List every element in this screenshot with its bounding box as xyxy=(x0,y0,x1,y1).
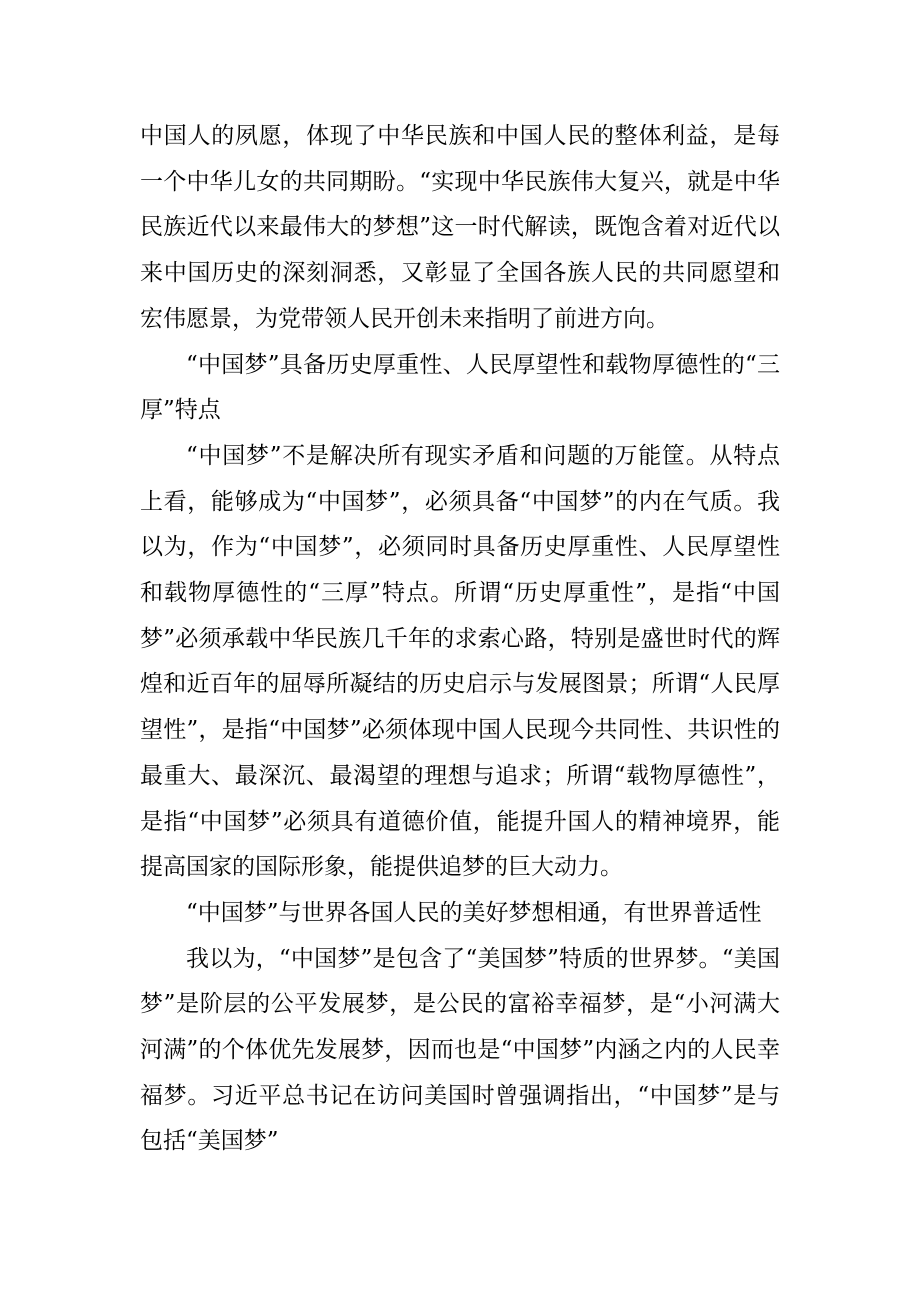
paragraph-3: 我以为，“中国梦”是包含了“美国梦”特质的世界梦。“美国梦”是阶层的公平发展梦，是公民的富裕幸福梦，是“小河满大河满”的个体优先发展梦，因而也是“中国梦”内涵之内的人民幸福梦。习近平总书记在访问美国时曾强调指出，“中国梦”是与包括“美国梦” xyxy=(140,945,780,1155)
body-text xyxy=(140,114,780,1165)
paragraph-1: 中国人的夙愿，体现了中华民族和中国人民的整体利益，是每一个中华儿女的共同期盼。“实现中华民族伟大复兴，就是中华民族近代以来最伟大的梦想”这一时代解读，既饱含着对近代以来中国历史的深刻洞悉，又彰显了全国各族人民的共同愿望和宏伟愿景，为党带领人民开创未来指明了前进方向。 xyxy=(140,123,780,332)
section-heading-universality: “中国梦”与世界各国人民的美好梦想相通，有世界普适性 xyxy=(186,899,762,926)
section-heading-three-hou: “中国梦”具备历史厚重性、人民厚望性和载物厚德性的“三厚”特点 xyxy=(140,351,780,424)
paragraph-2: “中国梦”不是解决所有现实矛盾和问题的万能筐。从特点上看，能够成为“中国梦”，必须具备“中国梦”的内在气质。我以为，作为“中国梦”，必须同时具备历史厚重性、人民厚望性和载物厚德性的“三厚”特点。所谓“历史厚重性”，是指“中国梦”必须承载中华民族几千年的求索心路，特别是盛世时代的辉煌和近百年的屈辱所凝结的历史启示与发展图景；所谓“人民厚望性”，是指“中国梦”必须体现中国人民现今共同性、共识性的最重大、最深沉、最渴望的理想与追求；所谓“载物厚德性”，是指“中国梦”必须具有道德价值，能提升国人的精神境界，能提高国家的国际形象，能提供追梦的巨大动力。 xyxy=(140,442,780,881)
